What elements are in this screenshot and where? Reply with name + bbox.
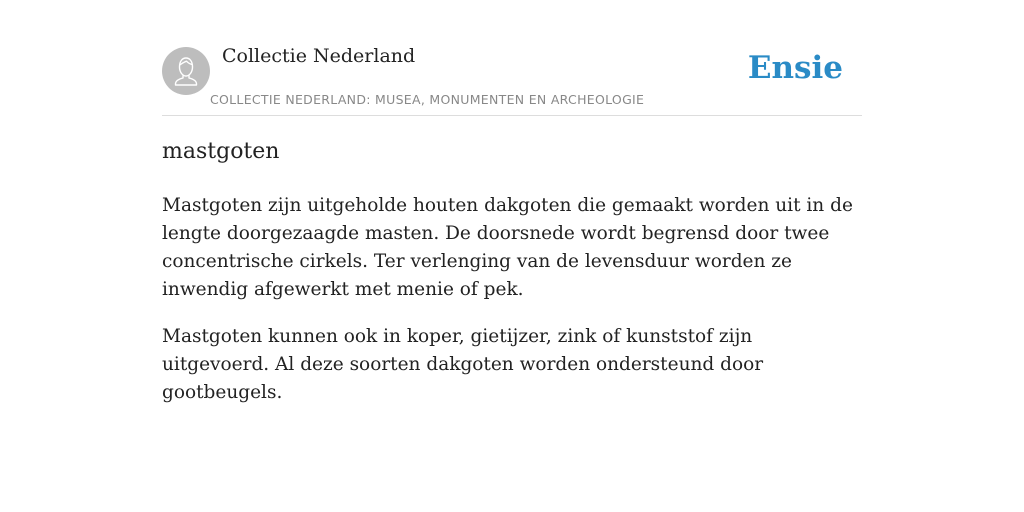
article-paragraph: Mastgoten zijn uitgeholde houten dakgoten die gemaakt worden uit in de lengte doorgezaagde masten. De doorsnede wordt begrensd door twee concentrische cirkels. Ter verlenging van de levensduur worden ze inwendig afgewerkt met menie of pek. [162, 195, 853, 300]
user-icon [162, 47, 210, 95]
author-name[interactable]: Collectie Nederland [222, 45, 416, 67]
brand-logo[interactable]: Ensie [747, 50, 843, 86]
article-body [162, 192, 862, 426]
source-label[interactable]: COLLECTIE NEDERLAND: MUSEA, MONUMENTEN EN ARCHEOLOGIE [210, 92, 645, 107]
author-avatar[interactable] [162, 47, 210, 95]
article-paragraph: Mastgoten kunnen ook in koper, gietijzer, zink of kunststof zijn uitgevoerd. Al deze soorten dakgoten worden ondersteund door gootbeugels. [162, 326, 764, 403]
page-title: mastgoten [162, 139, 280, 164]
article-header [162, 40, 862, 116]
